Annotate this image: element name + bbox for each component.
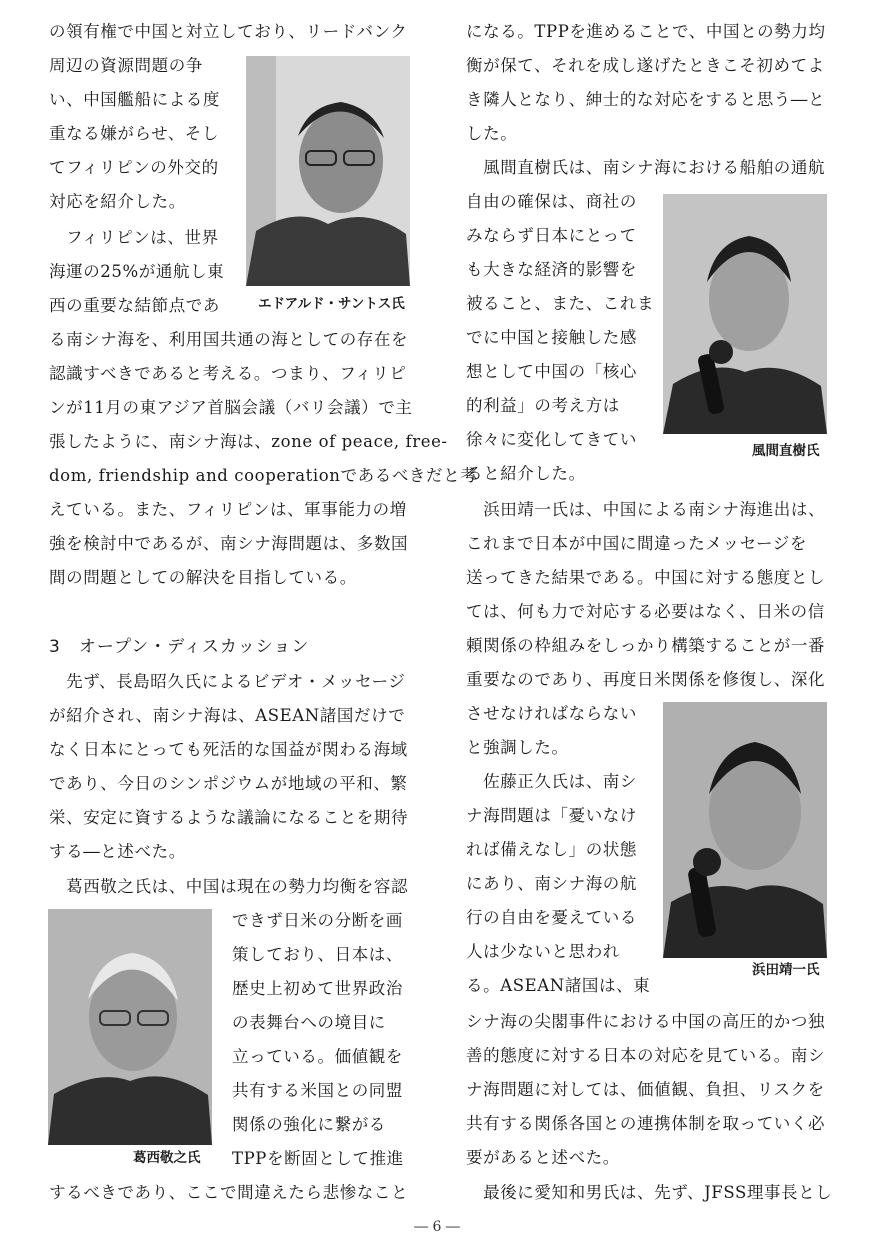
text-line: 行の自由を憂えている (466, 908, 637, 927)
text-line: TPPを断固として推進 (232, 1149, 404, 1168)
photo-caption: エドアルド・サントス氏 (258, 296, 405, 312)
text-line: も大きな経済的影響を (466, 260, 637, 279)
photo-caption: 風間直樹氏 (752, 443, 820, 459)
text-line: 風間直樹氏は、南シナ海における船舶の通航 (466, 158, 826, 177)
text-line: 立っている。価値観を (232, 1047, 403, 1066)
text-line: させなければならない (466, 704, 637, 723)
text-line: 共有する関係各国との連携体制を取っていく必 (466, 1114, 826, 1133)
portrait-photo-icon (663, 194, 827, 434)
text-line: にあり、南シナ海の航 (466, 874, 637, 893)
text-line: ると紹介した。 (466, 464, 586, 483)
text-line: えている。また、フィリピンは、軍事能力の増 (49, 500, 407, 519)
text-line: する―と述べた。 (49, 842, 186, 861)
text-line: できず日米の分断を画 (232, 911, 403, 930)
photo-caption: 浜田靖一氏 (752, 962, 820, 978)
text-line: 西の重要な結節点であ (49, 296, 220, 315)
text-line: る。ASEAN諸国は、東 (466, 976, 651, 995)
text-line: 要があると述べた。 (466, 1148, 620, 1167)
text-line: みならず日本にとって (466, 226, 637, 245)
text-line: 人は少ないと思われ (466, 942, 620, 961)
text-line: 海運の25%が通航し東 (49, 262, 225, 281)
text-line: 被ること、また、これま (466, 294, 655, 313)
text-line: これまで日本が中国に間違ったメッセージを (466, 534, 808, 553)
text-line: 浜田靖一氏は、中国による南シナ海進出は、 (466, 500, 826, 519)
text-line: 認識すべきであると考える。つまり、フィリピ (49, 364, 407, 383)
text-line: れば備えなし」の状態 (466, 840, 637, 859)
text-line: dom, friendship and cooperationであるべきだと考 (49, 466, 478, 485)
santos-photo (246, 56, 410, 286)
text-line: の表舞台への境目に (232, 1013, 386, 1032)
text-line: 重なる嫌がらせ、そし (49, 124, 220, 143)
text-line: ナ海問題に対しては、価値観、負担、リスクを (466, 1080, 825, 1099)
text-line: き隣人となり、紳士的な対応をすると思う―と (466, 90, 826, 109)
text-line: 送ってきた結果である。中国に対する態度とし (466, 568, 826, 587)
kasai-photo (48, 909, 212, 1145)
text-line: 重要なのであり、再度日米関係を修復し、深化 (466, 670, 826, 689)
page-number: ― 6 ― (414, 1219, 460, 1235)
text-line: 先ず、長島昭久氏によるビデオ・メッセージ (49, 672, 406, 691)
text-line: が紹介され、南シナ海は、ASEAN諸国だけで (49, 706, 406, 725)
text-line: 佐藤正久氏は、南シ (466, 772, 637, 791)
text-line: であり、今日のシンポジウムが地域の平和、繁 (49, 774, 408, 793)
text-line: するべきであり、ここで間違えたら悲惨なこと (49, 1183, 409, 1202)
text-line: 的利益」の考え方は (466, 396, 620, 415)
text-line: 衡が保て、それを成し遂げたときこそ初めてよ (466, 56, 825, 75)
text-line: シナ海の尖閣事件における中国の高圧的かつ独 (466, 1012, 826, 1031)
text-line: 栄、安定に資するような議論になることを期待 (49, 808, 409, 827)
text-line: でに中国と接触した感 (466, 328, 637, 347)
text-line: 徐々に変化してきてい (466, 430, 637, 449)
text-line: 葛西敬之氏は、中国は現在の勢力均衡を容認 (49, 877, 409, 896)
text-line: てフィリピンの外交的 (49, 158, 219, 177)
text-line: フィリピンは、世界 (49, 228, 219, 247)
text-line: ては、何も力で対応する必要はなく、日米の信 (466, 602, 825, 621)
portrait-photo-icon (246, 56, 410, 286)
text-line: 頼関係の枠組みをしっかり構築することが一番 (466, 636, 826, 655)
text-line: 周辺の資源問題の争 (49, 56, 203, 75)
section-heading: 3 オープン・ディスカッション (49, 637, 310, 657)
text-line: ナ海問題は「憂いなけ (466, 806, 637, 825)
text-line: なく日本にとっても死活的な国益が関わる海域 (49, 740, 408, 759)
text-line: ンが11月の東アジア首脳会議（バリ会議）で主 (49, 398, 413, 417)
text-line: 善的態度に対する日本の対応を見ている。南シ (466, 1046, 826, 1065)
text-line: 対応を紹介した。 (49, 192, 186, 211)
text-line: の領有権で中国と対立しており、リードバンク (49, 22, 408, 41)
text-line: い、中国艦船による度 (49, 90, 220, 109)
text-line: 関係の強化に繋がる (232, 1115, 386, 1134)
text-line: 歴史上初めて世界政治 (232, 979, 403, 998)
hamada-photo (663, 702, 827, 958)
kazama-photo (663, 194, 827, 434)
text-line: と強調した。 (466, 738, 569, 757)
text-line: 自由の確保は、商社の (466, 192, 637, 211)
text-line: した。 (466, 124, 518, 143)
portrait-photo-icon (663, 702, 827, 958)
text-line: 想として中国の「核心 (466, 362, 637, 381)
text-line: 共有する米国との同盟 (232, 1081, 403, 1100)
text-line: る南シナ海を、利用国共通の海としての存在を (49, 330, 409, 349)
photo-caption: 葛西敬之氏 (133, 1150, 201, 1166)
text-line: になる。TPPを進めることで、中国との勢力均 (466, 22, 826, 41)
text-line: 間の問題としての解決を目指している。 (49, 568, 357, 587)
text-line: 策しており、日本は、 (232, 945, 403, 964)
text-line: 強を検討中であるが、南シナ海問題は、多数国 (49, 534, 409, 553)
text-line: 最後に愛知和男氏は、先ず、JFSS理事長とし (466, 1183, 833, 1202)
text-line: 張したように、南シナ海は、zone of peace, free- (49, 432, 448, 451)
portrait-photo-icon (48, 909, 212, 1145)
